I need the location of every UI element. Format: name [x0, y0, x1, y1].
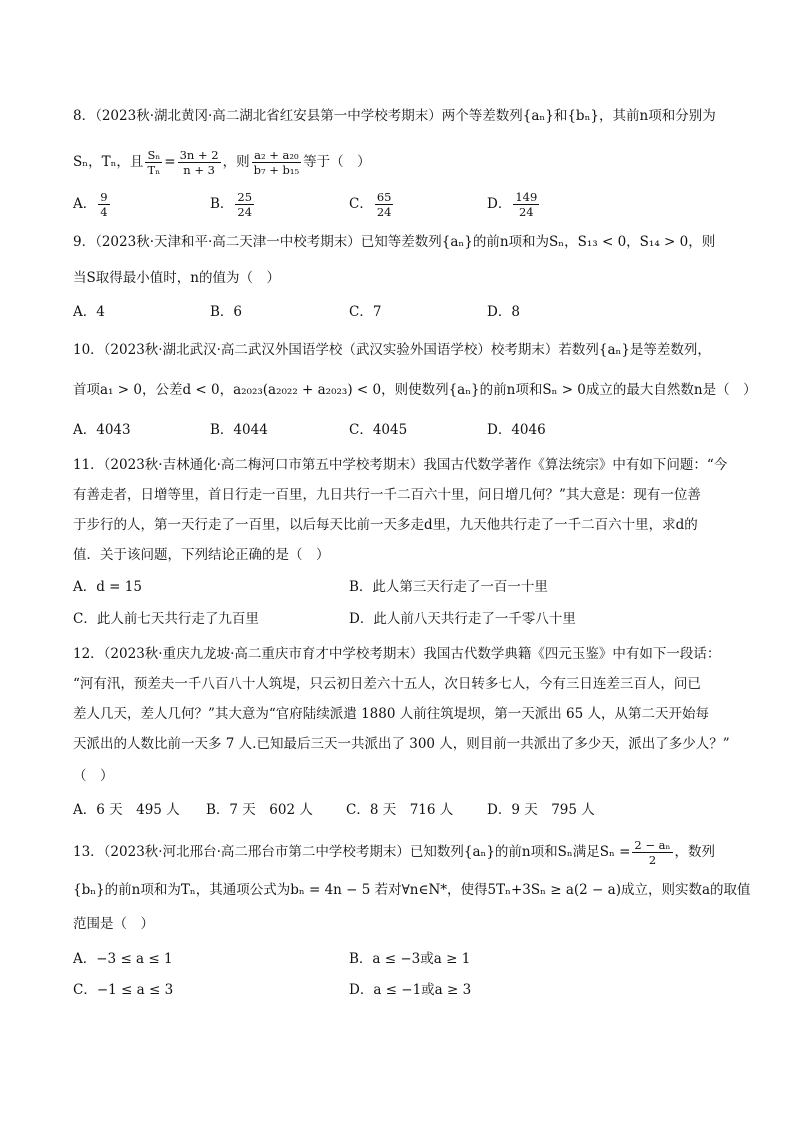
q8-cond-eq: = [164, 154, 176, 170]
q11-line3: 于步行的人，第一天行走了一百里，以后每天比前一天多走d里，九天他共行走了一千二百六十里，求d的 [73, 517, 698, 533]
option-num: 25 [237, 190, 253, 204]
option-fraction [513, 190, 539, 219]
q12-line3: 差人几天，差人几何？”其大意为“官府陆续派遣 1880 人前往筑堤坝，第一天派出 65 人，从第二天开始每 [73, 706, 710, 722]
q13-line1-pre: 13．（2023秋·河北邢台·高二邢台市第二中学校考期末）已知数列{aₙ}的前n项和Sₙ满足Sₙ = [73, 844, 631, 860]
option-num: 65 [376, 190, 392, 204]
q8-tail: 等于（ ） [303, 154, 371, 170]
q13-line2: {bₙ}的前n项和为Tₙ，其通项公式为bₙ = 4n − 5 若对∀n∈N*，使得5Tₙ+3Sₙ ≥ a(2 − a)成立，则实数a的取值 [73, 882, 751, 898]
q13-option-c: C．−1 ≤ a ≤ 3 [73, 982, 174, 998]
q13-option-a: A．−3 ≤ a ≤ 1 [73, 951, 173, 967]
q8-rhs-den: n + 3 [183, 163, 215, 177]
option-num: 9 [100, 190, 108, 204]
option-den: 4 [100, 205, 108, 219]
q8-mid: ，则 [222, 154, 250, 170]
q13-option-d: D．a ≤ −1或a ≥ 3 [349, 982, 472, 998]
q8-expr-den: b₇ + b₁₅ [253, 163, 300, 177]
q12-line5: （ ） [73, 768, 114, 784]
q9-option-a: A．4 [73, 304, 105, 320]
q13-frac-num: 2 − aₙ [634, 838, 671, 852]
option-den: 24 [237, 205, 253, 219]
q8-line2 [73, 148, 371, 177]
q8-cond-den: Tₙ [147, 163, 161, 177]
option-den: 24 [376, 205, 392, 219]
q11-option-c: C．此人前七天共行走了九百里 [73, 611, 259, 627]
q8-expr-fraction [252, 148, 302, 177]
option-num: 149 [515, 190, 538, 204]
option-fraction [375, 190, 394, 219]
option-label: A． [73, 196, 97, 212]
q11-line4: 值．关于该问题，下列结论正确的是（ ） [73, 547, 330, 563]
q10-option-c: C．4045 [349, 422, 408, 438]
q8-expr-num: a₂ + a₂₀ [252, 148, 302, 163]
q13-fraction [632, 838, 672, 867]
q12-option-b: B．7 天 602 人 [206, 802, 313, 818]
q8-line2-pre: Sₙ，Tₙ，且 [73, 154, 144, 170]
q12-option-a: A．6 天 495 人 [73, 802, 180, 818]
q10-line1: 10．（2023秋·湖北武汉·高二武汉外国语学校（武汉实验外国语学校）校考期末）若数列{aₙ}是等差数列， [73, 342, 711, 358]
q8-option-a [73, 190, 112, 219]
q11-option-b: B．此人第三天行走了一百一十里 [349, 579, 548, 595]
q12-option-c: C．8 天 716 人 [346, 802, 454, 818]
q9-option-b: B．6 [210, 304, 243, 320]
q12-line1: 12．（2023秋·重庆九龙坡·高二重庆市育才中学校考期末）我国古代数学典籍《四元玉鉴》中有如下一段话： [73, 646, 721, 662]
q8-cond-num: Sₙ [147, 148, 161, 162]
q8-option-d [487, 190, 541, 219]
q10-option-b: B．4044 [210, 422, 268, 438]
q9-line2: 当S取得最小值时，n的值为（ ） [73, 270, 280, 286]
q9-option-d: D．8 [487, 304, 520, 320]
option-fraction [98, 190, 109, 219]
q13-option-b: B．a ≤ −3或a ≥ 1 [349, 951, 471, 967]
q8-rhs-fraction [178, 148, 221, 177]
q12-line4: 天派出的人数比前一天多 7 人.已知最后三天一共派出了 300 人，则目前一共派出了多少天，派出了多少人？” [73, 736, 730, 752]
q11-option-d: D．此人前八天共行走了一千零八十里 [349, 611, 576, 627]
q11-line2: 有善走者，日增等里，首日行走一百里，九日共行一千二百六十里，问日增几何？”其大意是：现有一位善 [73, 487, 701, 503]
q13-line1-post: ，数列 [674, 844, 716, 860]
q13-frac-den: 2 [648, 853, 657, 867]
q11-line1: 11．（2023秋·吉林通化·高二梅河口市第五中学校考期末）我国古代数学著作《算法统宗》中有如下问题：“今 [73, 457, 728, 473]
q10-option-d: D．4046 [487, 422, 546, 438]
q13-line1 [73, 838, 715, 867]
q8-cond-fraction [145, 148, 162, 177]
option-den: 24 [518, 205, 534, 219]
q12-option-d: D．9 天 795 人 [487, 802, 595, 818]
q8-rhs-num: 3n + 2 [179, 148, 219, 162]
q8-line1: 8．（2023秋·湖北黄冈·高二湖北省红安县第一中学校考期末）两个等差数列{aₙ}和{bₙ}，其前n项和分别为 [73, 108, 716, 124]
option-label: B． [210, 196, 234, 212]
q12-line2: “河有汛，预差夫一千八百八十人筑堤，只云初日差六十五人，次日转多七人，今有三日连差三百人，问已 [73, 676, 701, 692]
option-label: D． [487, 196, 512, 212]
q10-line2: 首项a₁ > 0，公差d < 0，a₂₀₂₃(a₂₀₂₂ + a₂₀₂₃) < 0，则使数列{aₙ}的前n项和Sₙ > 0成立的最大自然数n是（ ） [73, 382, 757, 398]
q8-option-b [210, 190, 256, 219]
option-label: C． [349, 196, 373, 212]
q11-option-a: A．d = 15 [73, 579, 142, 595]
q13-line3: 范围是（ ） [73, 916, 154, 932]
q9-line1: 9．（2023秋·天津和平·高二天津一中校考期末）已知等差数列{aₙ}的前n项和为Sₙ，S₁₃ < 0，S₁₄ > 0，则 [73, 234, 716, 250]
option-fraction [235, 190, 254, 219]
q8-option-c [349, 190, 395, 219]
q9-option-c: C．7 [349, 304, 382, 320]
q10-option-a: A．4043 [73, 422, 131, 438]
